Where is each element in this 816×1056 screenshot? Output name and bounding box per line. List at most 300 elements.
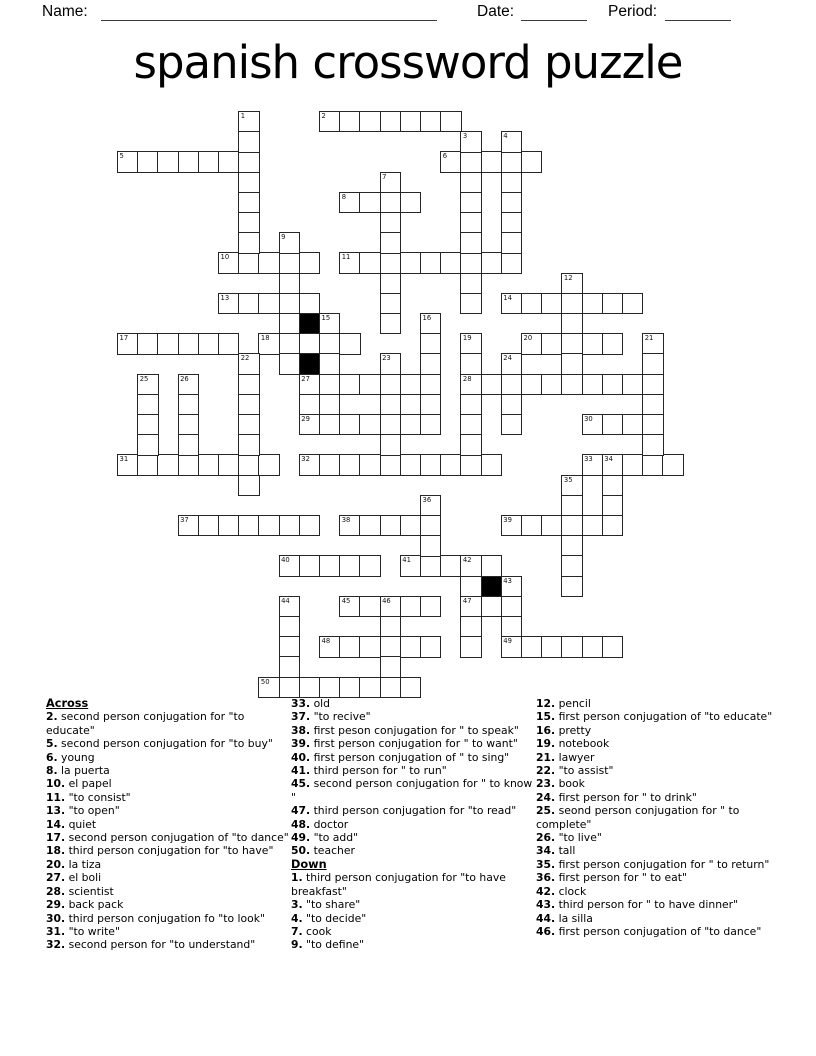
grid-cell[interactable] bbox=[157, 454, 178, 475]
grid-cell[interactable] bbox=[380, 454, 401, 475]
grid-cell[interactable] bbox=[420, 515, 441, 536]
grid-cell[interactable] bbox=[339, 111, 360, 132]
grid-cell[interactable] bbox=[501, 353, 522, 374]
grid-cell[interactable] bbox=[420, 535, 441, 556]
clue-number: 18. bbox=[46, 844, 66, 858]
clue-item: 2. second person conjugation for "to educate" bbox=[46, 710, 245, 737]
grid-cell[interactable] bbox=[561, 555, 582, 576]
grid-cell[interactable] bbox=[380, 616, 401, 637]
grid-cell[interactable] bbox=[339, 555, 360, 576]
grid-cell[interactable] bbox=[440, 454, 461, 475]
clue-item: 33. old bbox=[291, 697, 331, 710]
clue-item: 15. first person conjugation of "to educate" bbox=[536, 710, 773, 724]
grid-cell[interactable] bbox=[561, 475, 582, 496]
grid-cell[interactable] bbox=[178, 414, 199, 435]
grid-cell[interactable] bbox=[380, 596, 401, 617]
grid-cell[interactable] bbox=[279, 333, 300, 354]
grid-cell[interactable] bbox=[602, 636, 623, 657]
grid-cell[interactable] bbox=[238, 434, 259, 455]
grid-cell[interactable] bbox=[380, 212, 401, 233]
grid-cell[interactable] bbox=[400, 636, 421, 657]
grid-cell[interactable] bbox=[238, 394, 259, 415]
grid-cell[interactable] bbox=[501, 636, 522, 657]
grid-cell[interactable] bbox=[299, 555, 320, 576]
grid-cell[interactable] bbox=[460, 353, 481, 374]
grid-cell[interactable] bbox=[218, 293, 239, 314]
grid-cell[interactable] bbox=[157, 333, 178, 354]
grid-cell[interactable] bbox=[400, 515, 421, 536]
grid-cell[interactable] bbox=[460, 131, 481, 152]
cell-number: 4 bbox=[503, 132, 508, 141]
grid-cell[interactable] bbox=[319, 374, 340, 395]
grid-cell[interactable] bbox=[380, 515, 401, 536]
grid-cell[interactable] bbox=[238, 252, 259, 273]
clue-number: 24. bbox=[536, 790, 556, 804]
grid-cell[interactable] bbox=[460, 232, 481, 253]
clue-item: 8. la puerta bbox=[46, 764, 110, 778]
grid-cell[interactable] bbox=[460, 434, 481, 455]
grid-cell[interactable] bbox=[400, 374, 421, 395]
grid-cell[interactable] bbox=[339, 454, 360, 475]
grid-cell[interactable] bbox=[238, 232, 259, 253]
grid-cell[interactable] bbox=[279, 313, 300, 334]
grid-cell[interactable] bbox=[481, 454, 502, 475]
grid-cell[interactable] bbox=[238, 111, 259, 132]
grid-cell[interactable] bbox=[380, 656, 401, 677]
grid-cell[interactable] bbox=[137, 454, 158, 475]
grid-cell[interactable] bbox=[460, 596, 481, 617]
grid-cell[interactable] bbox=[440, 111, 461, 132]
grid-cell[interactable] bbox=[359, 596, 380, 617]
grid-cell[interactable] bbox=[299, 515, 320, 536]
grid-cell[interactable] bbox=[299, 374, 320, 395]
grid-cell[interactable] bbox=[582, 454, 603, 475]
grid-cell[interactable] bbox=[501, 374, 522, 395]
grid-cell[interactable] bbox=[481, 151, 502, 172]
grid-cell[interactable] bbox=[501, 576, 522, 597]
grid-cell[interactable] bbox=[178, 454, 199, 475]
period-blank-line[interactable] bbox=[665, 4, 731, 21]
grid-cell[interactable] bbox=[602, 515, 623, 536]
grid-cell[interactable] bbox=[198, 333, 219, 354]
grid-cell[interactable] bbox=[521, 293, 542, 314]
grid-cell[interactable] bbox=[339, 414, 360, 435]
cell-number: 10 bbox=[220, 253, 230, 262]
grid-cell[interactable] bbox=[359, 374, 380, 395]
grid-cell[interactable] bbox=[420, 555, 441, 576]
clue-item: 16. pretty bbox=[536, 723, 592, 737]
grid-cell[interactable] bbox=[238, 414, 259, 435]
grid-cell[interactable] bbox=[460, 555, 481, 576]
grid-cell[interactable] bbox=[178, 515, 199, 536]
grid-cell[interactable] bbox=[218, 151, 239, 172]
grid-cell[interactable] bbox=[561, 293, 582, 314]
grid-cell[interactable] bbox=[238, 212, 259, 233]
grid-cell[interactable] bbox=[420, 252, 441, 273]
grid-cell[interactable] bbox=[238, 475, 259, 496]
grid-cell[interactable] bbox=[642, 374, 663, 395]
grid-cell[interactable] bbox=[380, 414, 401, 435]
grid-cell[interactable] bbox=[622, 293, 643, 314]
clue-item: 14. quiet bbox=[46, 817, 97, 831]
grid-cell[interactable] bbox=[622, 374, 643, 395]
grid-cell[interactable] bbox=[521, 374, 542, 395]
grid-cell[interactable] bbox=[420, 414, 441, 435]
grid-cell[interactable] bbox=[622, 454, 643, 475]
clue-item: 39. first person conjugation for " to want" bbox=[291, 737, 518, 751]
grid-cell[interactable] bbox=[319, 111, 340, 132]
grid-cell[interactable] bbox=[218, 252, 239, 273]
grid-cell[interactable] bbox=[319, 394, 340, 415]
name-blank-line[interactable] bbox=[101, 4, 437, 21]
grid-cell[interactable] bbox=[400, 555, 421, 576]
grid-cell[interactable] bbox=[561, 273, 582, 294]
grid-cell[interactable] bbox=[339, 596, 360, 617]
date-label: Date: bbox=[477, 3, 515, 20]
grid-cell[interactable] bbox=[359, 636, 380, 657]
grid-cell[interactable] bbox=[501, 131, 522, 152]
grid-cell[interactable] bbox=[602, 414, 623, 435]
grid-cell[interactable] bbox=[440, 252, 461, 273]
grid-cell[interactable] bbox=[521, 151, 542, 172]
grid-cell[interactable] bbox=[339, 374, 360, 395]
grid-cell[interactable] bbox=[541, 333, 562, 354]
grid-cell[interactable] bbox=[400, 192, 421, 213]
grid-cell[interactable] bbox=[137, 374, 158, 395]
grid-cell[interactable] bbox=[541, 636, 562, 657]
grid-cell[interactable] bbox=[258, 454, 279, 475]
grid-cell[interactable] bbox=[501, 596, 522, 617]
cell-number: 16 bbox=[422, 314, 432, 322]
cell-number: 5 bbox=[119, 152, 124, 161]
grid-cell[interactable] bbox=[238, 353, 259, 374]
grid-cell[interactable] bbox=[279, 232, 300, 253]
grid-cell[interactable] bbox=[380, 313, 401, 334]
grid-cell[interactable] bbox=[279, 293, 300, 314]
grid-cell[interactable] bbox=[642, 414, 663, 435]
grid-cell[interactable] bbox=[460, 172, 481, 193]
grid-cell[interactable] bbox=[178, 434, 199, 455]
grid-cell[interactable] bbox=[339, 515, 360, 536]
grid-cell[interactable] bbox=[460, 616, 481, 637]
grid-cell[interactable] bbox=[178, 151, 199, 172]
grid-cell[interactable] bbox=[481, 555, 502, 576]
grid-cell[interactable] bbox=[380, 636, 401, 657]
grid-cell[interactable] bbox=[400, 414, 421, 435]
grid-cell[interactable] bbox=[561, 353, 582, 374]
grid-cell[interactable] bbox=[561, 535, 582, 556]
grid-cell[interactable] bbox=[238, 172, 259, 193]
grid-cell[interactable] bbox=[602, 454, 623, 475]
clue-item: 31. "to write" bbox=[46, 924, 120, 938]
grid-cell[interactable] bbox=[299, 333, 320, 354]
grid-cell[interactable] bbox=[319, 555, 340, 576]
grid-cell[interactable] bbox=[541, 374, 562, 395]
grid-cell[interactable] bbox=[582, 333, 603, 354]
grid-cell[interactable] bbox=[642, 454, 663, 475]
grid-cell[interactable] bbox=[460, 394, 481, 415]
grid-cell[interactable] bbox=[541, 515, 562, 536]
grid-cell[interactable] bbox=[279, 353, 300, 374]
grid-cell[interactable] bbox=[521, 515, 542, 536]
grid-cell[interactable] bbox=[359, 677, 380, 698]
grid-cell[interactable] bbox=[642, 333, 663, 354]
grid-cell[interactable] bbox=[137, 434, 158, 455]
grid-cell[interactable] bbox=[299, 414, 320, 435]
grid-cell[interactable] bbox=[400, 596, 421, 617]
grid-cell[interactable] bbox=[380, 273, 401, 294]
clue-item: 36. first person for " to eat" bbox=[536, 871, 687, 885]
cell-number: 44 bbox=[281, 596, 290, 605]
grid-cell[interactable] bbox=[561, 374, 582, 395]
cell-number: 27 bbox=[301, 374, 310, 383]
grid-cell[interactable] bbox=[258, 677, 279, 698]
grid-cell[interactable] bbox=[420, 596, 441, 617]
grid-cell[interactable] bbox=[279, 555, 300, 576]
grid-cell[interactable] bbox=[501, 172, 522, 193]
clue-number: 1. bbox=[291, 871, 303, 885]
grid-cell[interactable] bbox=[501, 151, 522, 172]
grid-cell[interactable] bbox=[359, 555, 380, 576]
grid-cell[interactable] bbox=[258, 293, 279, 314]
grid-cell[interactable] bbox=[481, 252, 502, 273]
grid-cell[interactable] bbox=[238, 293, 259, 314]
grid-cell[interactable] bbox=[238, 454, 259, 475]
grid-cell[interactable] bbox=[359, 111, 380, 132]
grid-cell[interactable] bbox=[279, 273, 300, 294]
grid-cell[interactable] bbox=[380, 192, 401, 213]
grid-cell[interactable] bbox=[319, 333, 340, 354]
clue-item: 1. third person conjugation for "to have breakfast" bbox=[291, 871, 506, 898]
grid-cell[interactable] bbox=[380, 353, 401, 374]
grid-cell[interactable] bbox=[279, 515, 300, 536]
grid-cell[interactable] bbox=[420, 394, 441, 415]
grid-cell[interactable] bbox=[380, 293, 401, 314]
clue-number: 22. bbox=[536, 764, 556, 778]
grid-cell[interactable] bbox=[481, 374, 502, 395]
grid-cell[interactable] bbox=[501, 232, 522, 253]
grid-cell[interactable] bbox=[420, 495, 441, 516]
clue-number: 23. bbox=[536, 777, 556, 791]
grid-cell[interactable] bbox=[582, 515, 603, 536]
cell-number: 17 bbox=[119, 334, 129, 343]
grid-cell[interactable] bbox=[359, 515, 380, 536]
grid-cell[interactable] bbox=[561, 515, 582, 536]
grid-cell[interactable] bbox=[501, 414, 522, 435]
grid-cell[interactable] bbox=[319, 677, 340, 698]
clues-column-middle bbox=[291, 697, 534, 952]
grid-cell[interactable] bbox=[359, 414, 380, 435]
grid-cell[interactable] bbox=[339, 636, 360, 657]
grid-cell[interactable] bbox=[299, 293, 320, 314]
grid-cell[interactable] bbox=[602, 475, 623, 496]
grid-cell[interactable] bbox=[602, 374, 623, 395]
grid-cell[interactable] bbox=[501, 394, 522, 415]
grid-cell[interactable] bbox=[339, 677, 360, 698]
grid-cell[interactable] bbox=[561, 495, 582, 516]
grid-cell[interactable] bbox=[319, 414, 340, 435]
grid-cell[interactable] bbox=[117, 333, 138, 354]
grid-cell[interactable] bbox=[561, 333, 582, 354]
cell-number: 46 bbox=[382, 596, 391, 605]
grid-cell[interactable] bbox=[460, 151, 481, 172]
grid-cell[interactable] bbox=[319, 313, 340, 334]
clue-item: 6. young bbox=[46, 750, 95, 764]
grid-cell[interactable] bbox=[460, 293, 481, 314]
grid-cell[interactable] bbox=[279, 616, 300, 637]
grid-cell[interactable] bbox=[501, 212, 522, 233]
grid-cell[interactable] bbox=[258, 252, 279, 273]
grid-cell[interactable] bbox=[359, 454, 380, 475]
grid-cell[interactable] bbox=[561, 576, 582, 597]
grid-cell[interactable] bbox=[541, 293, 562, 314]
grid-cell[interactable] bbox=[602, 495, 623, 516]
grid-cell[interactable] bbox=[380, 172, 401, 193]
grid-cell[interactable] bbox=[440, 151, 461, 172]
cell-number: 25 bbox=[139, 374, 149, 383]
grid-cell[interactable] bbox=[299, 252, 320, 273]
grid-cell[interactable] bbox=[561, 636, 582, 657]
cell-number: 9 bbox=[281, 233, 286, 242]
grid-cell[interactable] bbox=[380, 434, 401, 455]
grid-cell[interactable] bbox=[582, 636, 603, 657]
grid-cell[interactable] bbox=[521, 636, 542, 657]
grid-cell[interactable] bbox=[279, 636, 300, 657]
date-blank-line[interactable] bbox=[521, 4, 587, 21]
grid-cell[interactable] bbox=[359, 192, 380, 213]
grid-cell[interactable] bbox=[117, 151, 138, 172]
grid-cell[interactable] bbox=[137, 394, 158, 415]
grid-cell[interactable] bbox=[279, 656, 300, 677]
clue-number: 36. bbox=[536, 871, 556, 885]
grid-cell[interactable] bbox=[238, 131, 259, 152]
grid-cell[interactable] bbox=[460, 374, 481, 395]
grid-cell[interactable] bbox=[238, 515, 259, 536]
grid-cell[interactable] bbox=[380, 252, 401, 273]
grid-cell[interactable] bbox=[420, 333, 441, 354]
grid-cell[interactable] bbox=[198, 454, 219, 475]
grid-cell[interactable] bbox=[642, 353, 663, 374]
grid-cell[interactable] bbox=[460, 576, 481, 597]
grid-cell[interactable] bbox=[178, 333, 199, 354]
grid-cell[interactable] bbox=[137, 414, 158, 435]
grid-cell[interactable] bbox=[521, 333, 542, 354]
grid-cell[interactable] bbox=[582, 414, 603, 435]
clue-item: 35. first person conjugation for " to return" bbox=[536, 857, 770, 871]
grid-cell[interactable] bbox=[258, 333, 279, 354]
grid-cell[interactable] bbox=[501, 192, 522, 213]
clue-number: 14. bbox=[46, 817, 66, 831]
grid-cell[interactable] bbox=[299, 677, 320, 698]
grid-cell[interactable] bbox=[178, 394, 199, 415]
grid-cell[interactable] bbox=[642, 434, 663, 455]
grid-cell[interactable] bbox=[460, 333, 481, 354]
grid-cell[interactable] bbox=[319, 353, 340, 374]
grid-cell[interactable] bbox=[400, 677, 421, 698]
clue-item: 50. teacher bbox=[291, 844, 355, 858]
grid-cell[interactable] bbox=[460, 273, 481, 294]
grid-cell[interactable] bbox=[460, 252, 481, 273]
grid-cell[interactable] bbox=[582, 293, 603, 314]
clue-item: 37. "to recive" bbox=[291, 710, 371, 724]
grid-cell[interactable] bbox=[420, 111, 441, 132]
grid-cell[interactable] bbox=[157, 151, 178, 172]
grid-cell[interactable] bbox=[238, 192, 259, 213]
grid-cell[interactable] bbox=[420, 353, 441, 374]
grid-cell[interactable] bbox=[380, 111, 401, 132]
grid-cell[interactable] bbox=[420, 636, 441, 657]
grid-cell[interactable] bbox=[380, 374, 401, 395]
grid-cell[interactable] bbox=[238, 151, 259, 172]
grid-cell[interactable] bbox=[420, 454, 441, 475]
clue-number: 13. bbox=[46, 804, 66, 818]
grid-cell[interactable] bbox=[400, 252, 421, 273]
cell-number: 48 bbox=[321, 637, 331, 646]
grid-cell[interactable] bbox=[359, 252, 380, 273]
grid-cell[interactable] bbox=[137, 151, 158, 172]
grid-cell[interactable] bbox=[218, 454, 239, 475]
grid-cell[interactable] bbox=[137, 333, 158, 354]
grid-cell[interactable] bbox=[420, 313, 441, 334]
grid-cell[interactable] bbox=[380, 677, 401, 698]
grid-cell[interactable] bbox=[501, 616, 522, 637]
grid-cell[interactable] bbox=[400, 454, 421, 475]
grid-cell[interactable] bbox=[339, 192, 360, 213]
grid-cell[interactable] bbox=[380, 394, 401, 415]
grid-cell[interactable] bbox=[642, 394, 663, 415]
grid-cell[interactable] bbox=[622, 414, 643, 435]
grid-cell[interactable] bbox=[481, 596, 502, 617]
grid-cell[interactable] bbox=[561, 313, 582, 334]
grid-cell[interactable] bbox=[218, 515, 239, 536]
grid-cell[interactable] bbox=[420, 374, 441, 395]
grid-cell[interactable] bbox=[602, 293, 623, 314]
grid-cell[interactable] bbox=[602, 333, 623, 354]
cell-number: 35 bbox=[563, 475, 573, 484]
grid-cell[interactable] bbox=[117, 454, 138, 475]
grid-cell[interactable] bbox=[440, 555, 461, 576]
grid-cell[interactable] bbox=[279, 252, 300, 273]
grid-cell[interactable] bbox=[501, 252, 522, 273]
grid-cell[interactable] bbox=[501, 515, 522, 536]
grid-cell[interactable] bbox=[460, 454, 481, 475]
grid-cell[interactable] bbox=[178, 374, 199, 395]
grid-cell[interactable] bbox=[238, 374, 259, 395]
grid-cell[interactable] bbox=[279, 677, 300, 698]
grid-cell[interactable] bbox=[460, 414, 481, 435]
clue-item: 46. first person conjugation of "to dance" bbox=[536, 924, 762, 938]
grid-cell[interactable] bbox=[218, 333, 239, 354]
grid-cell[interactable] bbox=[299, 454, 320, 475]
grid-cell[interactable] bbox=[339, 252, 360, 273]
grid-cell[interactable] bbox=[319, 636, 340, 657]
grid-cell[interactable] bbox=[501, 293, 522, 314]
grid-cell[interactable] bbox=[279, 596, 300, 617]
grid-cell[interactable] bbox=[460, 212, 481, 233]
grid-cell[interactable] bbox=[582, 374, 603, 395]
grid-cell[interactable] bbox=[400, 111, 421, 132]
grid-cell[interactable] bbox=[198, 151, 219, 172]
grid-cell[interactable] bbox=[460, 192, 481, 213]
grid-cell[interactable] bbox=[380, 232, 401, 253]
grid-cell[interactable] bbox=[662, 454, 683, 475]
grid-cell[interactable] bbox=[299, 394, 320, 415]
grid-cell[interactable] bbox=[198, 515, 219, 536]
grid-cell[interactable] bbox=[319, 454, 340, 475]
grid-cell[interactable] bbox=[460, 636, 481, 657]
grid-cell[interactable] bbox=[258, 515, 279, 536]
grid-cell[interactable] bbox=[339, 333, 360, 354]
